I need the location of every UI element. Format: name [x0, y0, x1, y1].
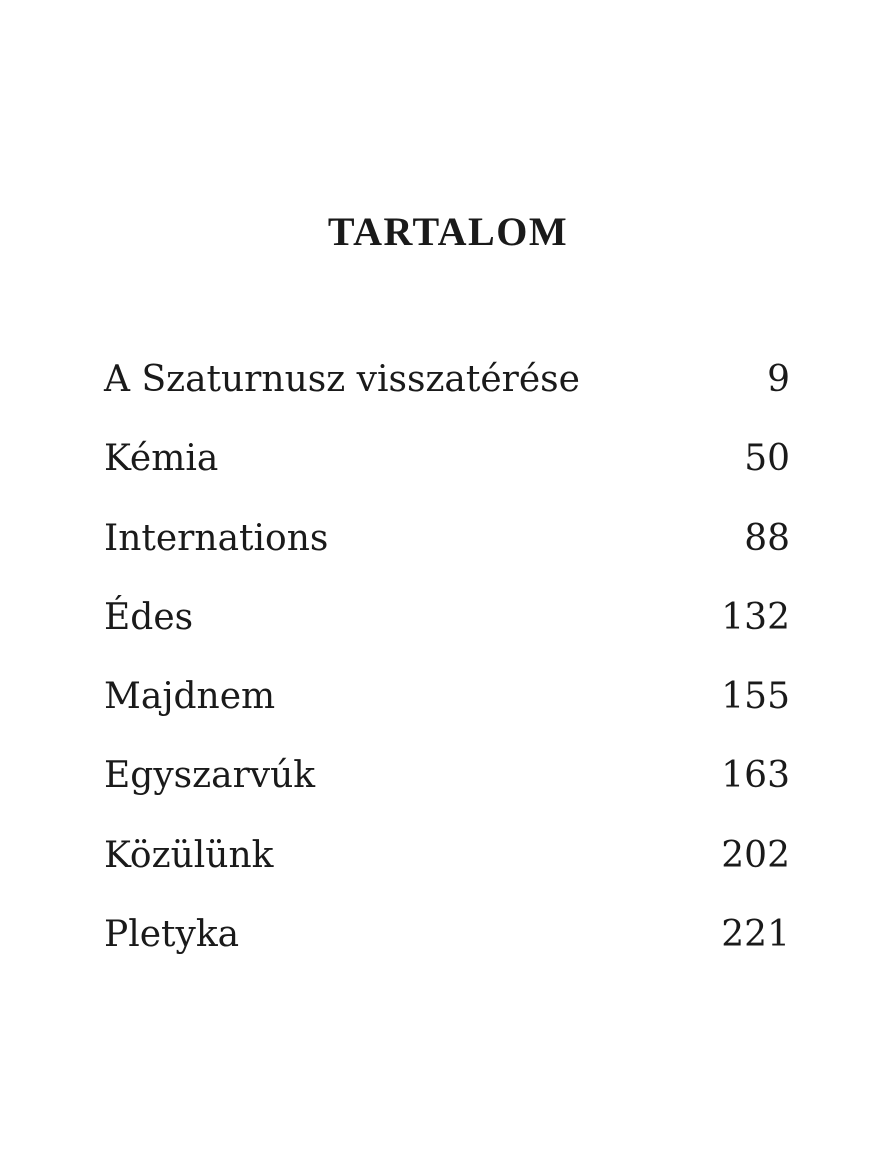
toc-entry-page-number: 9 — [767, 359, 790, 400]
toc-entry-title: Egyszarvúk — [104, 755, 316, 797]
toc-entry-page-number: 132 — [721, 596, 790, 638]
toc-entry-page-number: 221 — [721, 914, 790, 956]
toc-entry — [104, 352, 790, 431]
toc-entry-title: Édes — [104, 596, 194, 638]
toc-entry-title: Közülünk — [104, 834, 274, 876]
toc-entry-title: Majdnem — [104, 676, 276, 718]
toc-entry-page-number: 163 — [721, 755, 790, 797]
toc-entry — [104, 590, 790, 669]
toc-entry — [104, 828, 790, 907]
toc-entry-page-number: 202 — [721, 834, 790, 876]
toc-entry-page-number: 88 — [744, 517, 790, 559]
toc-entry — [104, 907, 790, 986]
toc-entry — [104, 669, 790, 748]
toc-entry-page-number: 50 — [744, 438, 790, 480]
toc-entry-title: A Szaturnusz visszatérése — [104, 359, 580, 400]
toc-entry — [104, 431, 790, 510]
toc-entry-page-number: 155 — [721, 676, 790, 718]
toc-heading: TARTALOM — [327, 209, 569, 254]
toc-entry-title: Internations — [104, 517, 329, 559]
toc-entry-title: Pletyka — [104, 914, 240, 956]
toc-list — [104, 352, 790, 986]
toc-entry-title: Kémia — [104, 438, 219, 480]
toc-entry — [104, 511, 790, 590]
toc-entry — [104, 748, 790, 827]
